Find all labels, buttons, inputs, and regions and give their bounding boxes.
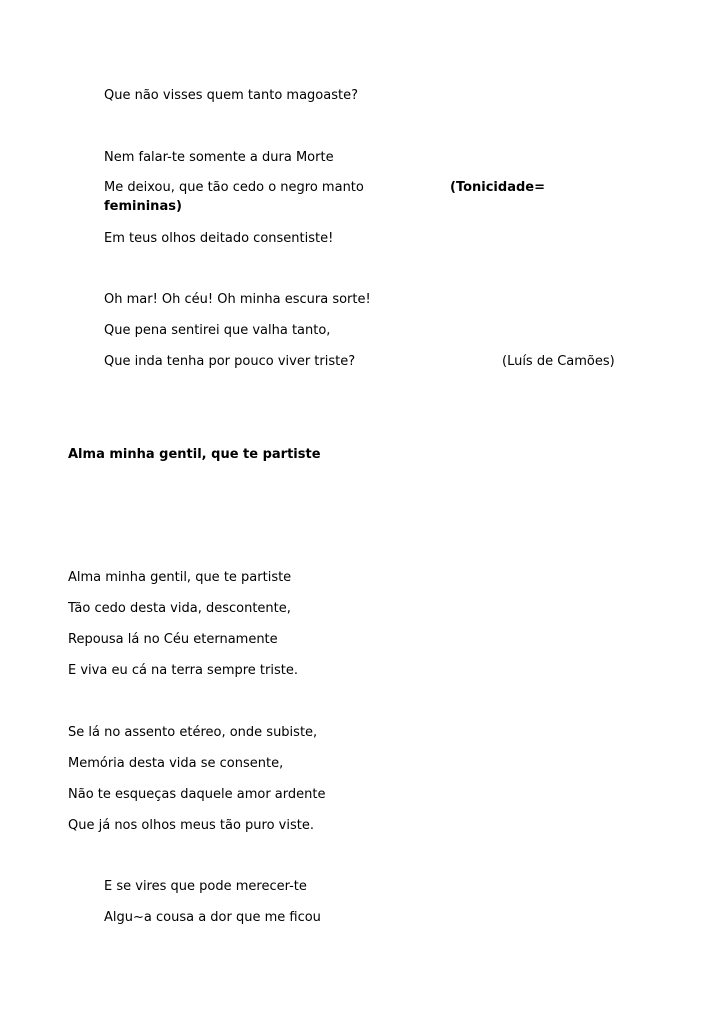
poem-line: Tão cedo desta vida, descontente, [68,601,291,616]
tonicity-note-continued: femininas) [104,199,182,214]
poem-line: Não te esqueças daquele amor ardente [68,787,326,802]
poem-line: Oh mar! Oh céu! Oh minha escura sorte! [104,292,371,307]
poem-line: Que já nos olhos meus tão puro viste. [68,818,314,833]
poem-line: Algu~a cousa a dor que me ficou [104,910,321,925]
author-attribution: (Luís de Camões) [502,354,615,369]
poem-line: Em teus olhos deitado consentiste! [104,231,334,246]
poem-line: Me deixou, que tão cedo o negro manto [104,180,364,195]
poem-line: Que não visses quem tanto magoaste? [104,88,358,103]
poem-line: Nem falar-te somente a dura Morte [104,150,334,165]
poem-line: Memória desta vida se consente, [68,756,284,771]
poem-line: Se lá no assento etéreo, onde subiste, [68,725,318,740]
poem-title: Alma minha gentil, que te partiste [68,447,321,462]
poem-line: E viva eu cá na terra sempre triste. [68,663,298,678]
poem-line: Que inda tenha por pouco viver triste? [104,354,356,369]
tonicity-note: (Tonicidade= [450,180,545,195]
poem-line: Que pena sentirei que valha tanto, [104,323,331,338]
poem-line: Alma minha gentil, que te partiste [68,570,292,585]
poem-line: Repousa lá no Céu eternamente [68,632,278,647]
poem-line: E se vires que pode merecer-te [104,879,307,894]
